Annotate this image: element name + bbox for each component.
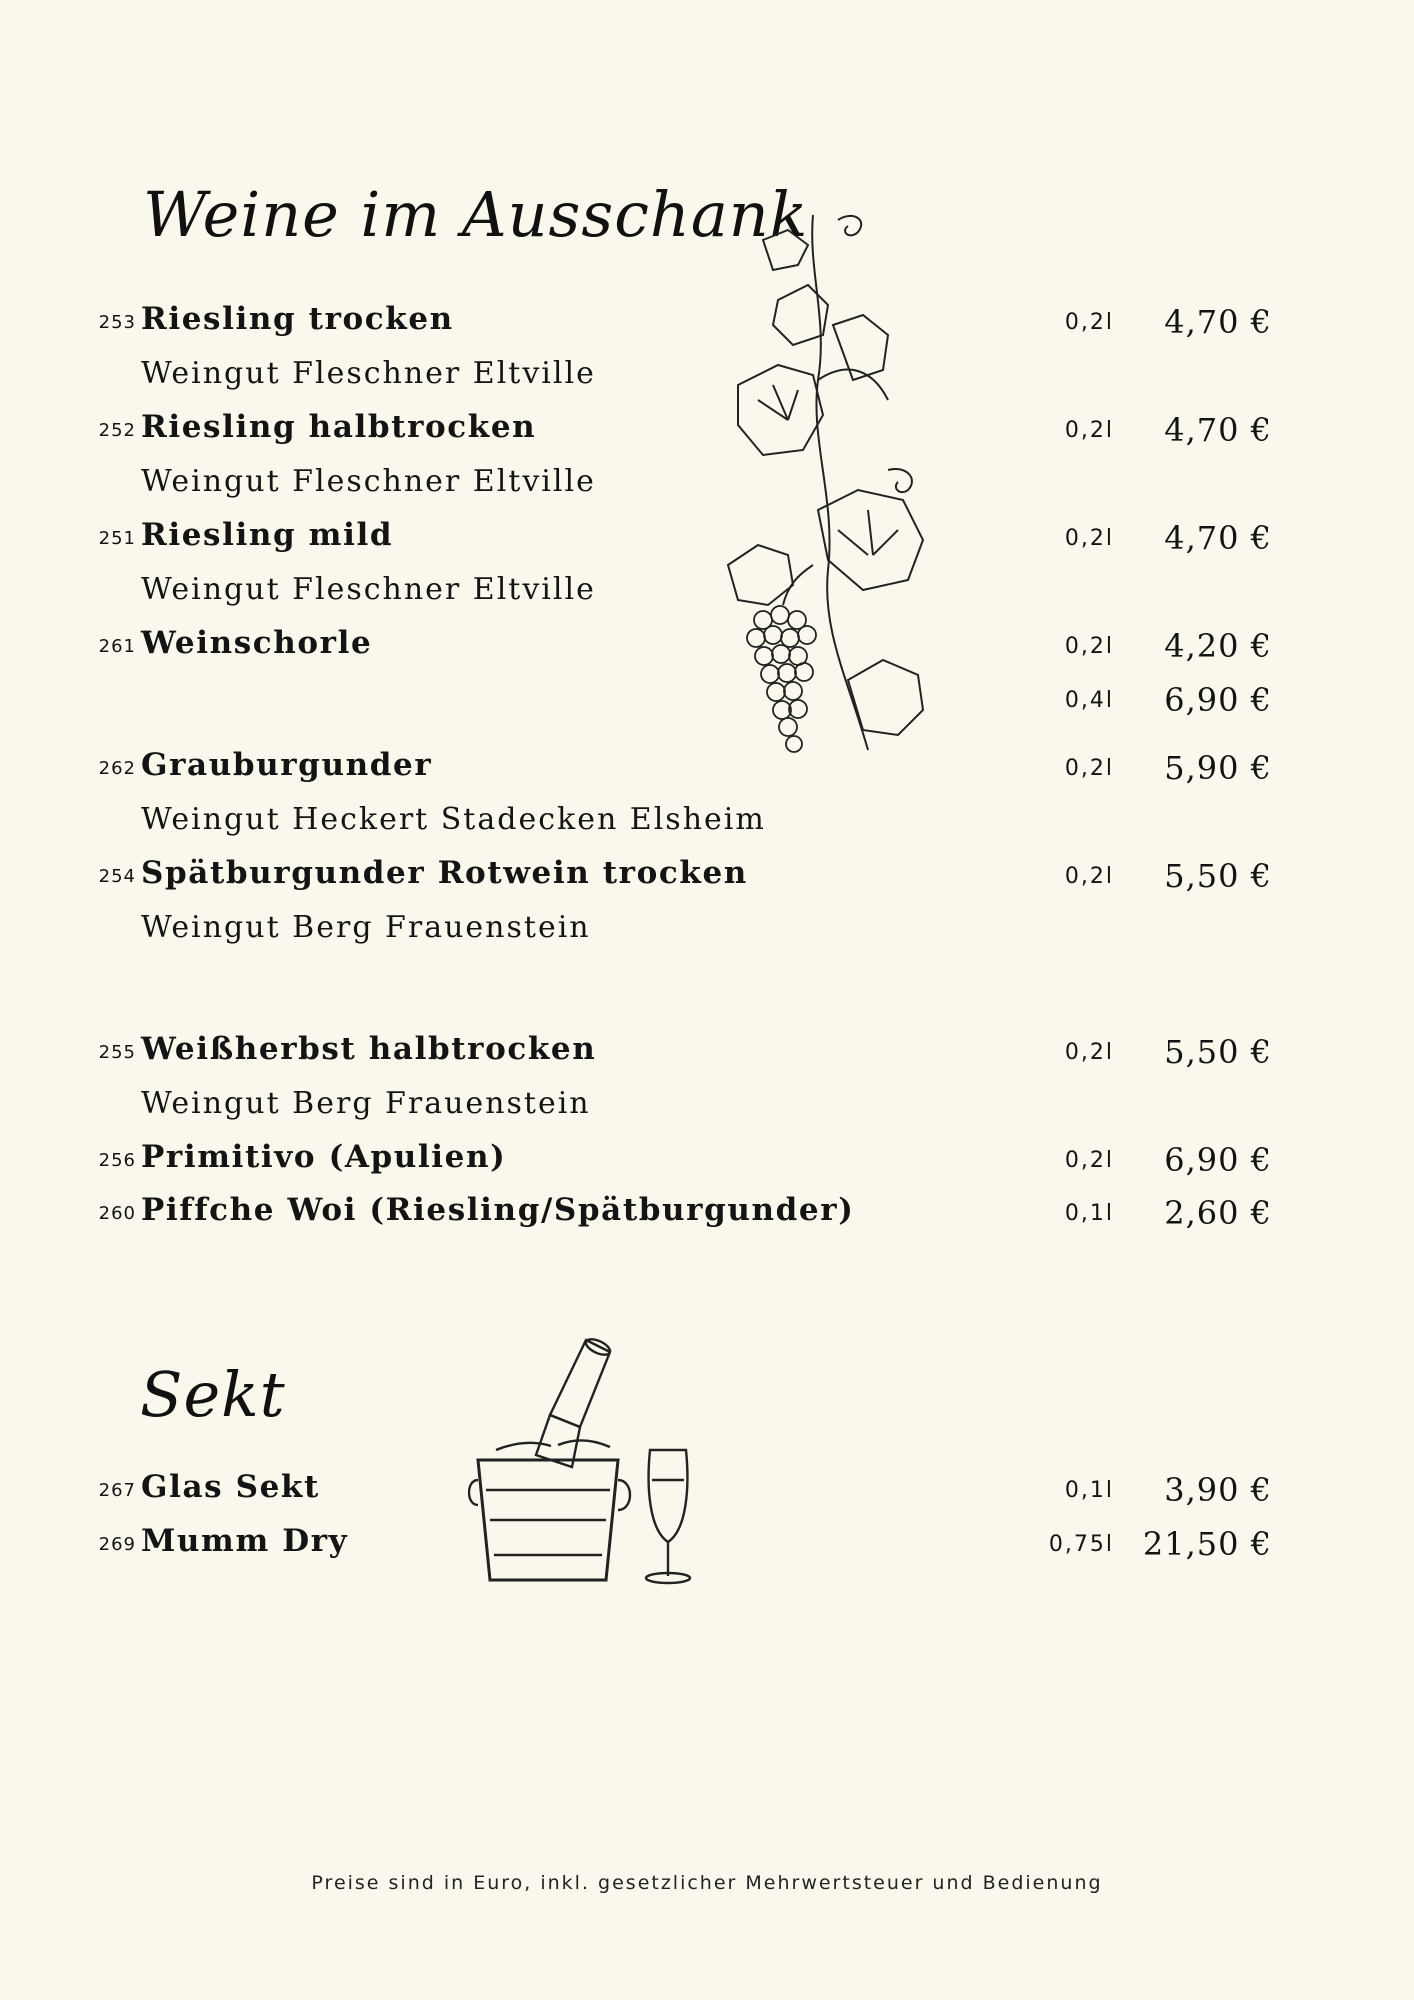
item-name: Riesling halbtrocken xyxy=(141,409,537,445)
item-number: 260 xyxy=(98,1203,136,1224)
item-number: 252 xyxy=(98,420,136,441)
item-number: 267 xyxy=(98,1480,136,1501)
item-number: 254 xyxy=(98,866,136,887)
item-price: 3,90 € xyxy=(1164,1471,1272,1509)
item-price: 5,90 € xyxy=(1164,749,1272,787)
item-name: Riesling trocken xyxy=(141,301,454,337)
menu-item xyxy=(0,407,1414,453)
item-size: 0,2l xyxy=(1064,1040,1114,1065)
menu-item xyxy=(0,1137,1414,1183)
item-size: 0,2l xyxy=(1064,310,1114,335)
item-price: 2,60 € xyxy=(1164,1194,1272,1232)
item-winery: Weingut Fleschner Eltville xyxy=(141,572,596,607)
item-name: Spätburgunder Rotwein trocken xyxy=(141,855,748,891)
item-winery: Weingut Heckert Stadecken Elsheim xyxy=(141,802,766,837)
menu-item xyxy=(0,515,1414,561)
item-price: 6,90 € xyxy=(1164,681,1272,719)
wine-section-title: Weine im Ausschank xyxy=(143,178,809,251)
item-size: 0,2l xyxy=(1064,864,1114,889)
item-size: 0,1l xyxy=(1064,1201,1114,1226)
menu-item xyxy=(0,623,1414,669)
item-size: 0,75l xyxy=(1048,1532,1114,1557)
item-winery: Weingut Berg Frauenstein xyxy=(141,1086,591,1121)
item-number: 269 xyxy=(98,1534,136,1555)
menu-item xyxy=(0,1190,1414,1236)
item-price: 4,70 € xyxy=(1164,411,1272,449)
item-price: 5,50 € xyxy=(1164,1033,1272,1071)
item-number: 262 xyxy=(98,758,136,779)
item-name: Weinschorle xyxy=(141,625,373,661)
menu-item xyxy=(0,1521,1414,1567)
item-name: Primitivo (Apulien) xyxy=(141,1139,507,1175)
footer-note: Preise sind in Euro, inkl. gesetzlicher Mehrwertsteuer und Bedienung xyxy=(311,1872,1103,1894)
item-price: 5,50 € xyxy=(1164,857,1272,895)
item-winery: Weingut Fleschner Eltville xyxy=(141,356,596,391)
item-number: 251 xyxy=(98,528,136,549)
item-size: 0,2l xyxy=(1064,756,1114,781)
menu-item-variant xyxy=(0,677,1414,723)
item-price: 4,70 € xyxy=(1164,303,1272,341)
item-winery: Weingut Berg Frauenstein xyxy=(141,910,591,945)
item-size: 0,4l xyxy=(1064,688,1114,713)
item-name: Weißherbst halbtrocken xyxy=(141,1031,597,1067)
item-number: 256 xyxy=(98,1150,136,1171)
menu-item xyxy=(0,1029,1414,1075)
item-size: 0,2l xyxy=(1064,418,1114,443)
item-name: Mumm Dry xyxy=(141,1523,349,1559)
menu-item xyxy=(0,1467,1414,1513)
item-price: 4,20 € xyxy=(1164,627,1272,665)
item-winery: Weingut Fleschner Eltville xyxy=(141,464,596,499)
item-name: Glas Sekt xyxy=(141,1469,320,1505)
item-name: Grauburgunder xyxy=(141,747,433,783)
item-size: 0,2l xyxy=(1064,526,1114,551)
item-price: 4,70 € xyxy=(1164,519,1272,557)
item-price: 21,50 € xyxy=(1142,1525,1272,1563)
menu-item xyxy=(0,299,1414,345)
item-price: 6,90 € xyxy=(1164,1141,1272,1179)
item-size: 0,1l xyxy=(1064,1478,1114,1503)
sekt-section-title: Sekt xyxy=(140,1358,286,1431)
item-number: 261 xyxy=(98,636,136,657)
item-size: 0,2l xyxy=(1064,634,1114,659)
item-name: Riesling mild xyxy=(141,517,394,553)
item-number: 253 xyxy=(98,312,136,333)
menu-item xyxy=(0,745,1414,791)
item-size: 0,2l xyxy=(1064,1148,1114,1173)
item-number: 255 xyxy=(98,1042,136,1063)
item-name: Piffche Woi (Riesling/Spätburgunder) xyxy=(141,1192,855,1228)
menu-item xyxy=(0,853,1414,899)
